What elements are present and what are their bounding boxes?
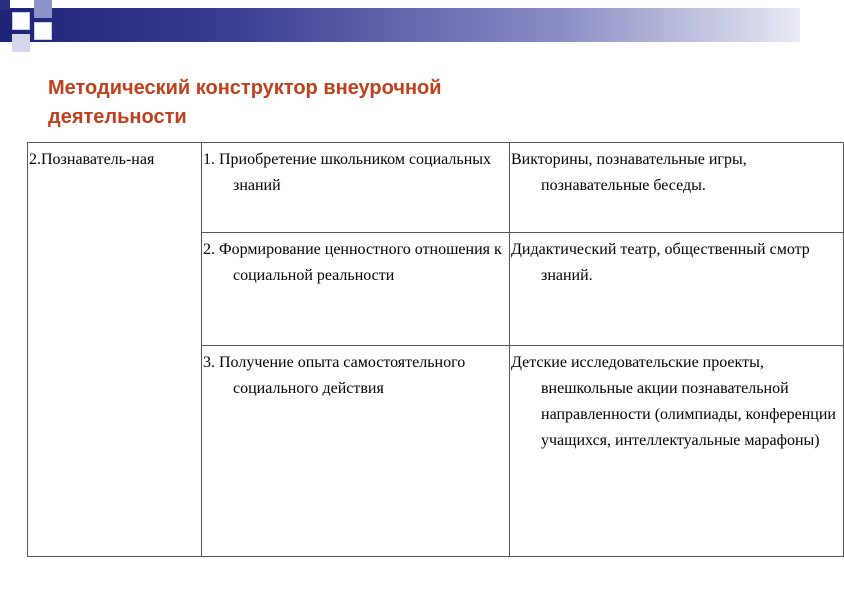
forms-cell: Дидактический театр, общественный смотр знаний. [510, 233, 844, 346]
corner-squares-decoration [0, 0, 60, 60]
decor-square [0, 0, 10, 10]
slide-title-line-1: Методический конструктор внеурочной [48, 77, 442, 99]
decor-square [34, 0, 52, 18]
result-cell: 1. Приобретение школьником социальных знаний [202, 143, 510, 233]
forms-cell: Детские исследовательские проекты, внешкольные акции познавательной направленности (олимпиады, конференции учащихся, интеллектуальные марафоны) [510, 346, 844, 557]
decor-square [12, 12, 30, 30]
forms-cell: Викторины, познавательные игры, познавательные беседы. [510, 143, 844, 233]
result-cell: 3. Получение опыта самостоятельного социального действия [202, 346, 510, 557]
decor-square [34, 22, 52, 40]
slide-title-line-2: деятельности [48, 106, 187, 128]
top-banner [0, 8, 800, 42]
category-cell: 2.Познаватель-ная [28, 143, 202, 557]
table-row [28, 143, 844, 233]
result-cell: 2. Формирование ценностного отношения к социальной реальности [202, 233, 510, 346]
activity-table [27, 142, 844, 557]
decor-square [12, 34, 30, 52]
slide-title [48, 74, 748, 132]
